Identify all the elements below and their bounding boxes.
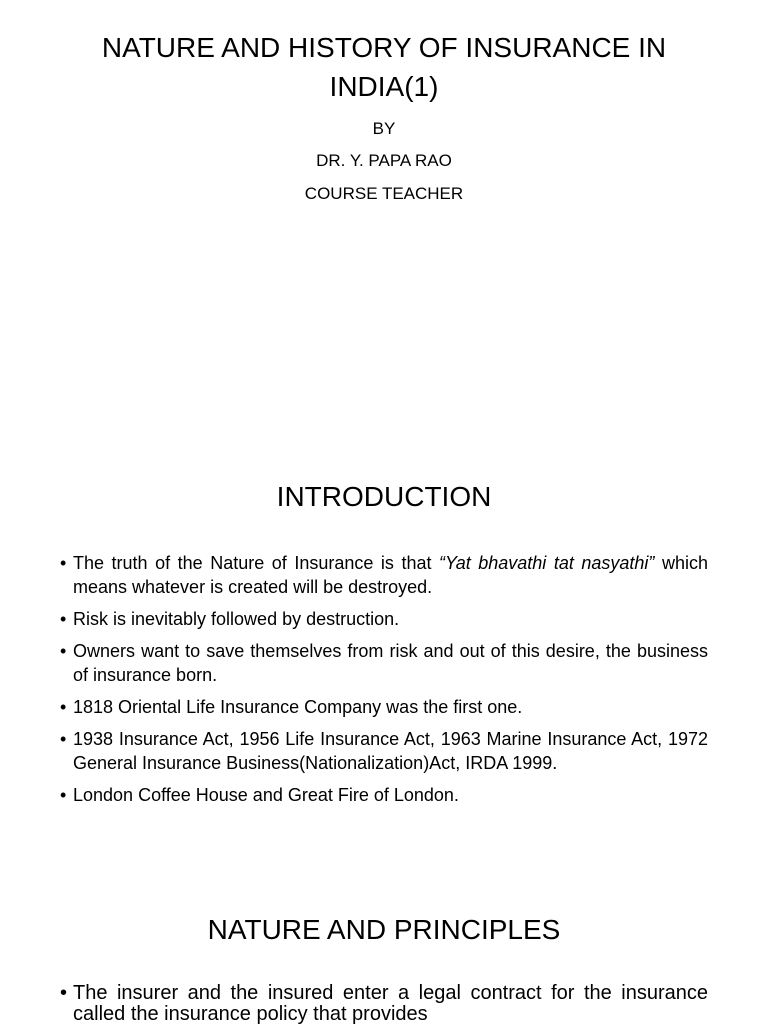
author-role: COURSE TEACHER	[304, 184, 464, 203]
sanskrit-quote: “Yat bhavathi tat nasyathi”	[439, 553, 655, 573]
nature-principles-heading: NATURE AND PRINCIPLES	[207, 914, 561, 945]
nature-principles-bullet-list	[60, 983, 708, 1033]
introduction-bullet-list	[60, 551, 708, 815]
list-item: • The insurer and the insured enter a legal contract for the insurance called the insurance policy that provides	[60, 983, 708, 1025]
list-item: • London Coffee House and Great Fire of London.	[60, 783, 708, 807]
list-item	[60, 551, 708, 599]
list-item: • 1938 Insurance Act, 1956 Life Insurance Act, 1963 Marine Insurance Act, 1972 General Insurance Business(Nationalization)Act, IRDA 1999.	[60, 727, 708, 775]
by-line: BY	[372, 119, 396, 138]
introduction-heading: INTRODUCTION	[276, 481, 492, 512]
author-name: DR. Y. PAPA RAO	[316, 151, 452, 170]
bullet-text-post: which means whatever is created will be destroyed.	[73, 553, 708, 597]
document-title: NATURE AND HISTORY OF INSURANCE IN INDIA(1)	[101, 32, 667, 102]
list-item: • Owners want to save themselves from risk and out of this desire, the business of insurance born.	[60, 639, 708, 687]
list-item: • 1818 Oriental Life Insurance Company was the first one.	[60, 695, 708, 719]
list-item: • Risk is inevitably followed by destruction.	[60, 607, 708, 631]
bullet-text-pre: The truth of the Nature of Insurance is that	[73, 553, 440, 573]
